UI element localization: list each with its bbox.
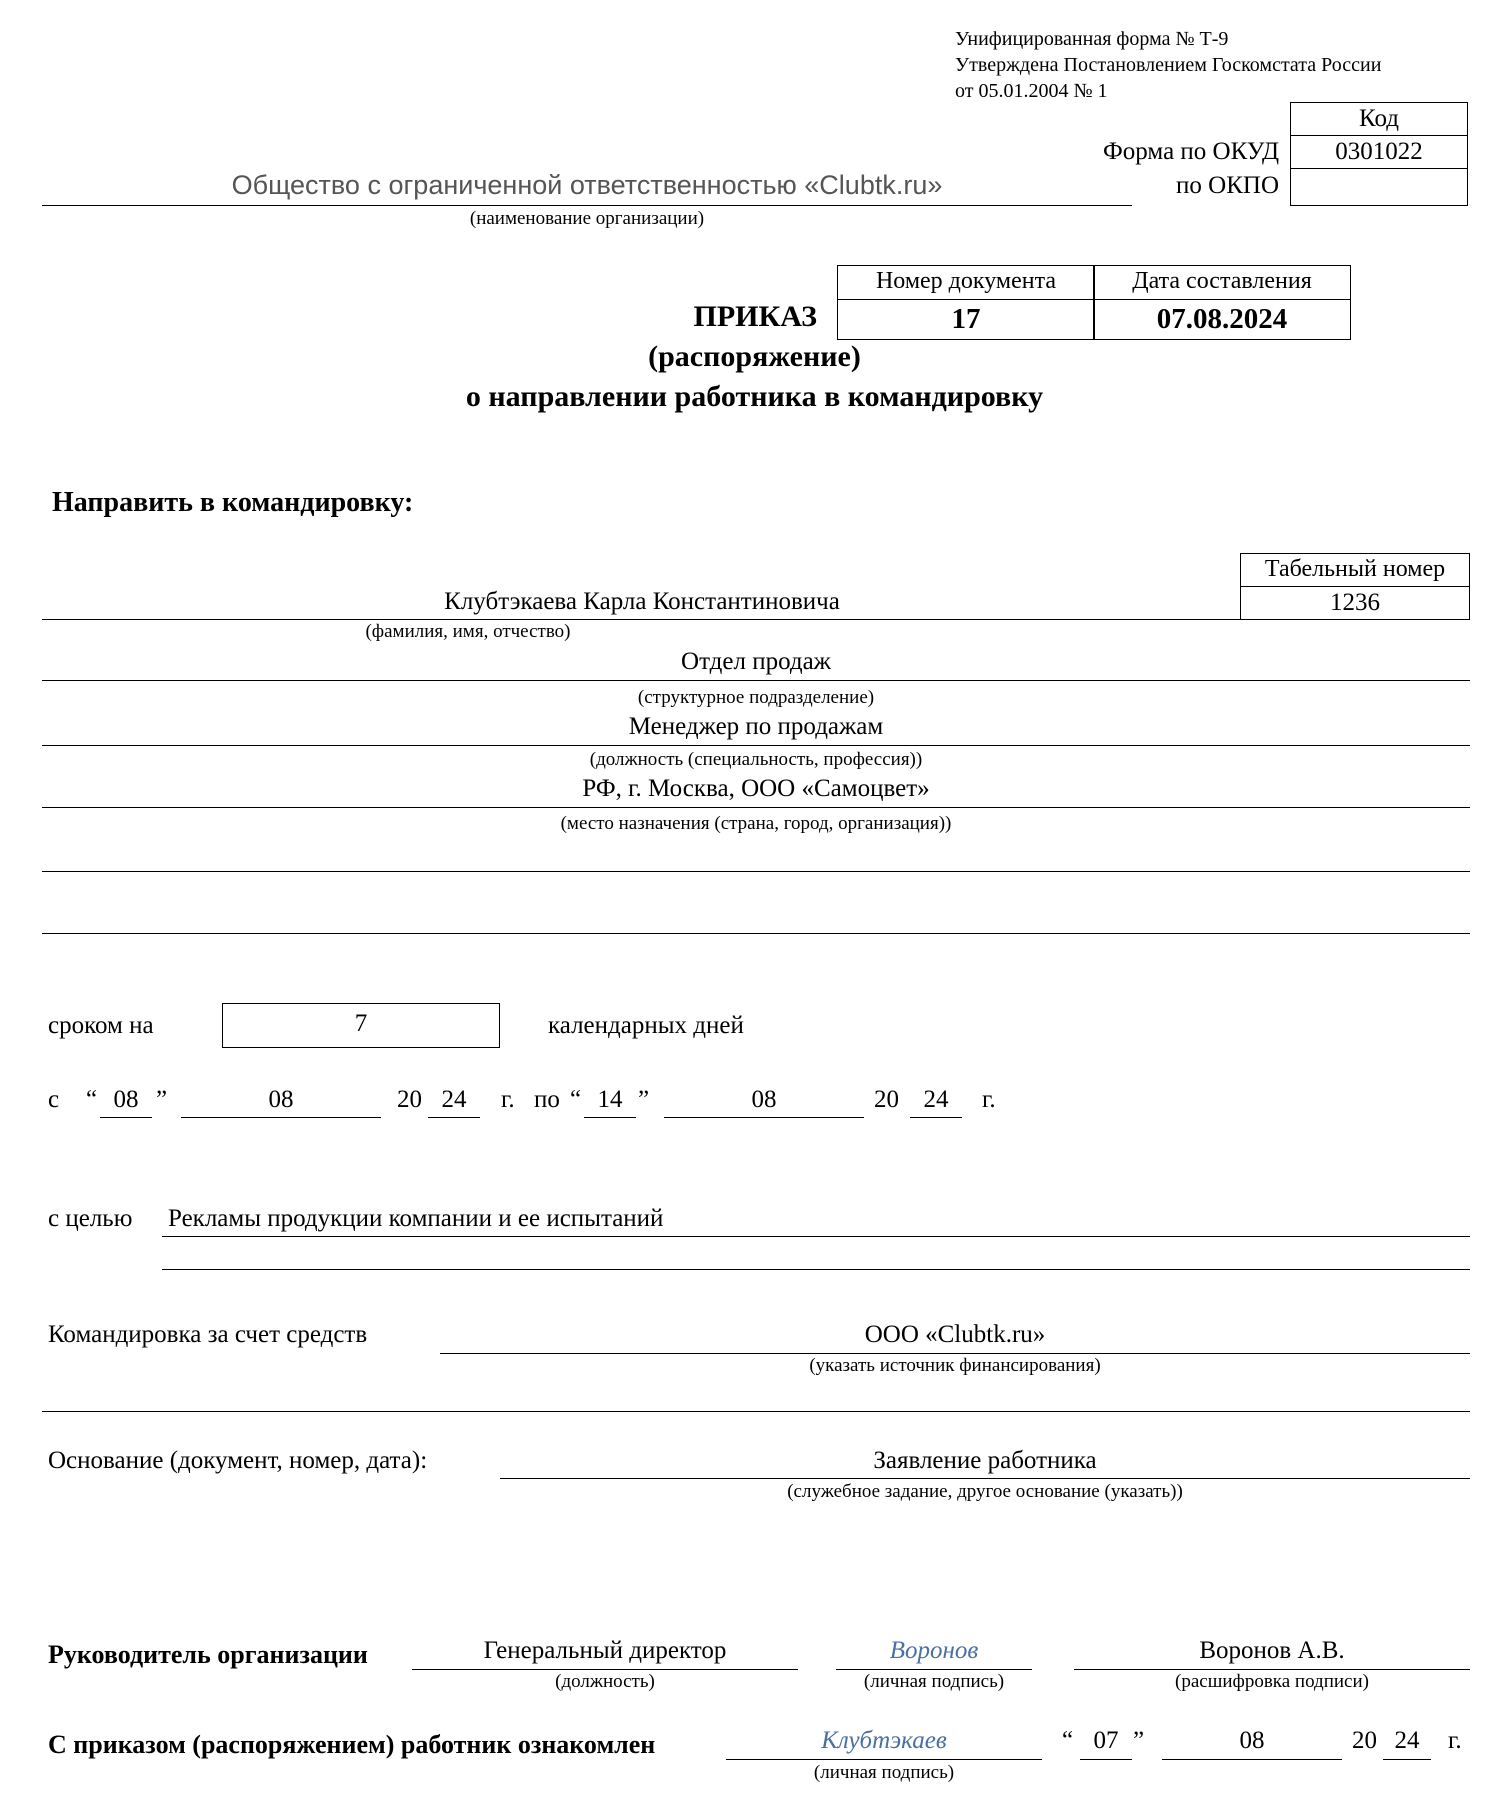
form-number-line: Унифицированная форма № Т-9 — [955, 28, 1229, 50]
destination-hint: (место назначения (страна, город, организация)) — [560, 813, 952, 834]
ack-month-underline — [1162, 1759, 1342, 1760]
ack-day: 07 — [1093, 1727, 1119, 1754]
head-signature-underline — [836, 1669, 1032, 1670]
blank-line-1 — [42, 871, 1470, 872]
doc-number-value: 17 — [837, 299, 1095, 340]
to-month: 08 — [751, 1086, 777, 1113]
period-to-label: по — [534, 1086, 560, 1113]
term-prefix: сроком на — [48, 1012, 154, 1039]
ack-month: 08 — [1239, 1727, 1265, 1754]
head-label: Руководитель организации — [48, 1640, 368, 1669]
doc-date-header: Дата составления — [1093, 265, 1351, 300]
to-month-underline — [664, 1117, 864, 1118]
funding-label: Командировка за счет средств — [48, 1321, 368, 1348]
okpo-label: по ОКПО — [1176, 172, 1279, 199]
term-suffix: календарных дней — [548, 1012, 744, 1039]
organization-underline — [42, 205, 1132, 206]
tab-number-value: 1236 — [1240, 586, 1470, 620]
basis-hint: (служебное задание, другое основание (указать)) — [787, 1481, 1183, 1502]
head-signature: Воронов — [889, 1637, 979, 1664]
term-days-value: 7 — [354, 1010, 368, 1037]
department-underline — [42, 680, 1470, 681]
document-title: ПРИКАЗ — [693, 300, 817, 333]
basis-label: Основание (документ, номер, дата): — [48, 1447, 428, 1474]
to-day: 14 — [597, 1086, 623, 1113]
funding-underline — [440, 1353, 1470, 1354]
funding-hint: (указать источник финансирования) — [809, 1355, 1101, 1376]
funding-value: ООО «Clubtk.ru» — [864, 1321, 1046, 1348]
destination-value: РФ, г. Москва, ООО «Самоцвет» — [582, 775, 930, 802]
department-hint: (структурное подразделение) — [637, 687, 875, 708]
form-header — [955, 26, 1381, 104]
employee-name-underline — [42, 619, 1240, 620]
head-name: Воронов А.В. — [1199, 1637, 1345, 1664]
form-approval-date-line: от 05.01.2004 № 1 — [955, 80, 1108, 102]
basis-value: Заявление работника — [873, 1447, 1097, 1474]
ack-signature-hint: (личная подпись) — [813, 1762, 955, 1783]
doc-date-value: 07.08.2024 — [1093, 299, 1351, 340]
purpose-underline — [162, 1236, 1470, 1237]
to-quote-open: “ — [570, 1086, 582, 1113]
period-from-label: с — [48, 1086, 60, 1113]
organization-hint: (наименование организации) — [469, 208, 705, 229]
from-month-underline — [181, 1117, 381, 1118]
organization-name: Общество с ограниченной ответственностью «Clubtk.ru» — [231, 170, 943, 200]
head-signature-hint: (личная подпись) — [863, 1671, 1005, 1692]
destination-underline — [42, 807, 1470, 808]
purpose-value: Рекламы продукции компании и ее испытаний — [168, 1205, 664, 1232]
okud-value-cell: 0301022 — [1290, 135, 1468, 169]
from-day-underline — [100, 1117, 152, 1118]
head-name-underline — [1074, 1669, 1470, 1670]
basis-underline — [500, 1478, 1470, 1479]
ack-year-underline — [1383, 1759, 1431, 1760]
head-position: Генеральный директор — [483, 1637, 727, 1664]
okud-label: Форма по ОКУД — [1103, 138, 1279, 165]
employee-full-name: Клубтэкаева Карла Константиновича — [444, 588, 840, 615]
to-day-underline — [584, 1117, 636, 1118]
from-day: 08 — [113, 1086, 139, 1113]
to-year-prefix: 20 — [874, 1086, 899, 1113]
blank-line-2 — [42, 933, 1470, 934]
codes-header-cell: Код — [1290, 102, 1468, 136]
ack-year: 24 — [1394, 1727, 1420, 1754]
document-subtitle: (распоряжение) — [648, 340, 861, 373]
ack-label: С приказом (распоряжением) работник ознакомлен — [48, 1730, 656, 1759]
to-year-underline — [910, 1117, 962, 1118]
head-position-hint: (должность) — [555, 1671, 655, 1692]
purpose-underline-2 — [162, 1269, 1470, 1270]
document-subject: о направлении работника в командировку — [465, 380, 1044, 413]
from-year: 24 — [441, 1086, 467, 1113]
head-position-underline — [412, 1669, 798, 1670]
from-quote-close: ” — [156, 1086, 168, 1113]
position-underline — [42, 745, 1470, 746]
employee-name-hint: (фамилия, имя, отчество) — [365, 621, 571, 642]
purpose-label: с целью — [48, 1205, 133, 1232]
from-year-underline — [428, 1117, 480, 1118]
doc-number-header: Номер документа — [837, 265, 1095, 300]
okpo-value-cell — [1290, 168, 1468, 206]
to-year-suffix: г. — [982, 1086, 996, 1113]
funding-blank-line — [42, 1411, 1470, 1412]
to-year: 24 — [923, 1086, 949, 1113]
ack-year-suffix: г. — [1448, 1727, 1462, 1754]
department-value: Отдел продаж — [681, 648, 831, 675]
tab-number-header: Табельный номер — [1240, 553, 1470, 587]
from-year-suffix: г. — [501, 1086, 515, 1113]
ack-day-underline — [1080, 1759, 1132, 1760]
form-approval-line: Утверждена Постановлением Госкомстата России — [955, 54, 1382, 76]
from-quote-open: “ — [86, 1086, 98, 1113]
position-value: Менеджер по продажам — [628, 713, 884, 740]
position-hint: (должность (специальность, профессия)) — [589, 749, 923, 770]
ack-year-prefix: 20 — [1352, 1727, 1377, 1754]
ack-quote-close: ” — [1133, 1727, 1145, 1754]
from-year-prefix: 20 — [397, 1086, 422, 1113]
ack-signature: Клубтэкаев — [821, 1727, 947, 1754]
ack-quote-open: “ — [1062, 1727, 1074, 1754]
from-month: 08 — [268, 1086, 294, 1113]
head-name-hint: (расшифровка подписи) — [1175, 1671, 1369, 1692]
to-quote-close: ” — [638, 1086, 650, 1113]
ack-signature-underline — [726, 1759, 1042, 1760]
send-label: Направить в командировку: — [52, 487, 414, 518]
